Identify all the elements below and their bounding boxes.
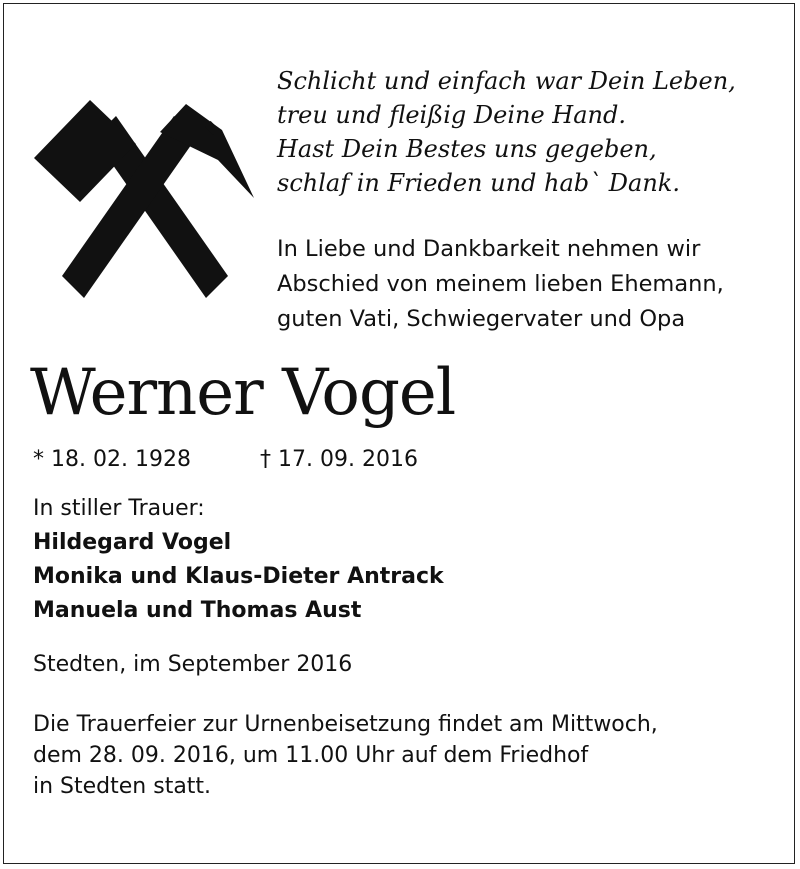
poem-line: treu und fleißig Deine Hand. [277, 101, 626, 129]
ceremony-line: dem 28. 09. 2016, um 11.00 Uhr auf dem Friedhof [33, 743, 589, 768]
mourner-name: Monika und Klaus-Dieter Antrack [33, 564, 444, 589]
farewell-line: Abschied von meinem lieben Ehemann, [277, 271, 724, 297]
memorial-poem [277, 64, 787, 200]
death-date: † 17. 09. 2016 [260, 447, 418, 472]
hammer-and-pick-icon [32, 80, 258, 300]
mourner-name: Hildegard Vogel [33, 530, 232, 555]
farewell-line: In Liebe und Dankbarkeit nehmen wir [277, 236, 701, 262]
poem-line: Hast Dein Bestes uns gegeben, [277, 135, 657, 163]
life-dates [33, 444, 418, 476]
poem-line: Schlicht und einfach war Dein Leben, [277, 67, 736, 95]
poem-line: schlaf in Frieden und hab` Dank. [277, 169, 680, 197]
deceased-name: Werner Vogel [30, 356, 456, 430]
farewell-text [277, 232, 787, 337]
mourner-name: Manuela und Thomas Aust [33, 598, 362, 623]
ceremony-line: Die Trauerfeier zur Urnenbeisetzung findet am Mittwoch, [33, 712, 658, 737]
birth-date: * 18. 02. 1928 [33, 447, 191, 472]
ceremony-info [33, 709, 658, 802]
mourning-heading: In stiller Trauer: [33, 496, 205, 521]
ceremony-line: in Stedten statt. [33, 774, 212, 799]
farewell-line: guten Vati, Schwiegervater und Opa [277, 306, 686, 332]
place-and-date: Stedten, im September 2016 [33, 652, 353, 677]
mourners-list [33, 526, 444, 628]
